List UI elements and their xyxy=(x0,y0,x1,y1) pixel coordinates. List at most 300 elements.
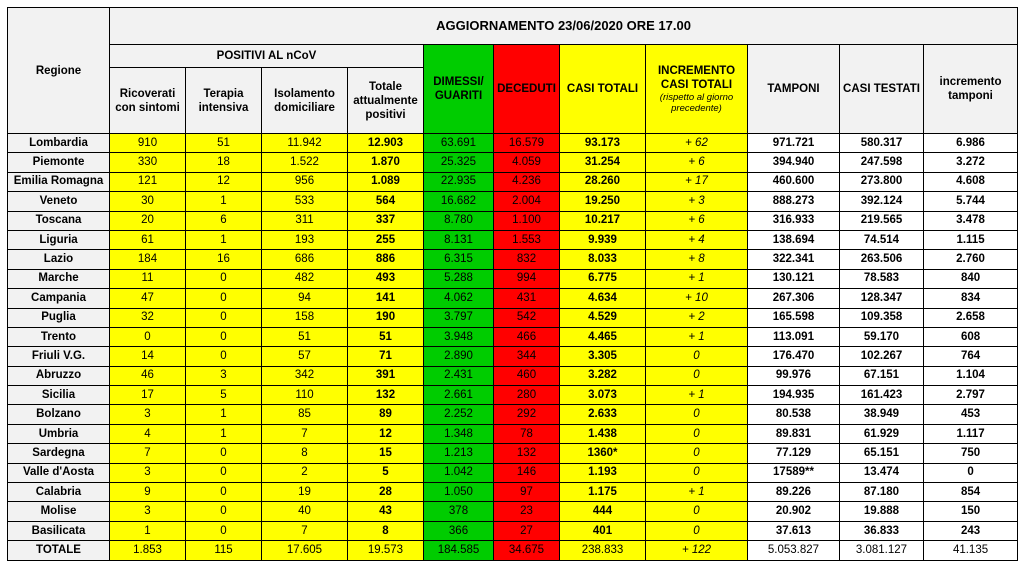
cell-casi-testati: 219.565 xyxy=(840,211,924,230)
cell-terapia: 6 xyxy=(186,211,262,230)
cell-terapia: 0 xyxy=(186,327,262,346)
cell-tamponi: 138.694 xyxy=(748,230,840,249)
cell-isolamento: 686 xyxy=(262,250,348,269)
table-body xyxy=(8,134,1018,561)
cell-deceduti: 34.675 xyxy=(494,541,560,560)
cell-tamponi: 322.341 xyxy=(748,250,840,269)
cell-dimessi: 1.348 xyxy=(424,424,494,443)
cell-ricoverati: 3 xyxy=(110,405,186,424)
table-row xyxy=(8,405,1018,424)
cell-regione: Campania xyxy=(8,289,110,308)
cell-incremento-tamponi: 150 xyxy=(924,502,1018,521)
cell-casi-testati: 580.317 xyxy=(840,134,924,153)
header-ricoverati: Ricoverati con sintomi xyxy=(110,68,186,134)
cell-casi-totali: 238.833 xyxy=(560,541,646,560)
cell-casi-totali: 93.173 xyxy=(560,134,646,153)
cell-deceduti: 832 xyxy=(494,250,560,269)
cell-ricoverati: 121 xyxy=(110,172,186,191)
cell-isolamento: 342 xyxy=(262,366,348,385)
cell-tamponi: 394.940 xyxy=(748,153,840,172)
cell-casi-totali: 31.254 xyxy=(560,153,646,172)
cell-deceduti: 431 xyxy=(494,289,560,308)
cell-isolamento: 8 xyxy=(262,444,348,463)
cell-tamponi: 37.613 xyxy=(748,521,840,540)
cell-casi-totali: 4.529 xyxy=(560,308,646,327)
cell-tamponi: 20.902 xyxy=(748,502,840,521)
table-row xyxy=(8,444,1018,463)
cell-dimessi: 2.252 xyxy=(424,405,494,424)
cell-dimessi: 3.797 xyxy=(424,308,494,327)
cell-incremento-tamponi: 764 xyxy=(924,347,1018,366)
cell-terapia: 1 xyxy=(186,192,262,211)
cell-tamponi: 130.121 xyxy=(748,269,840,288)
cell-isolamento: 7 xyxy=(262,521,348,540)
cell-tamponi: 176.470 xyxy=(748,347,840,366)
cell-regione: TOTALE xyxy=(8,541,110,560)
cell-dimessi: 184.585 xyxy=(424,541,494,560)
header-terapia: Terapia intensiva xyxy=(186,68,262,134)
cell-incremento-tamponi: 4.608 xyxy=(924,172,1018,191)
cell-casi-totali: 8.033 xyxy=(560,250,646,269)
cell-ricoverati: 3 xyxy=(110,463,186,482)
cell-dimessi: 2.890 xyxy=(424,347,494,366)
cell-casi-testati: 78.583 xyxy=(840,269,924,288)
cell-ricoverati: 1 xyxy=(110,521,186,540)
cell-dimessi: 25.325 xyxy=(424,153,494,172)
cell-casi-testati: 128.347 xyxy=(840,289,924,308)
cell-tamponi: 80.538 xyxy=(748,405,840,424)
cell-dimessi: 1.042 xyxy=(424,463,494,482)
cell-isolamento: 2 xyxy=(262,463,348,482)
cell-isolamento: 40 xyxy=(262,502,348,521)
cell-incremento: + 17 xyxy=(646,172,748,191)
cell-incremento-tamponi: 2.797 xyxy=(924,386,1018,405)
cell-terapia: 0 xyxy=(186,289,262,308)
cell-terapia: 0 xyxy=(186,347,262,366)
table-row xyxy=(8,269,1018,288)
cell-casi-testati: 263.506 xyxy=(840,250,924,269)
cell-incremento: 0 xyxy=(646,347,748,366)
cell-ricoverati: 14 xyxy=(110,347,186,366)
table-row xyxy=(8,424,1018,443)
cell-ricoverati: 184 xyxy=(110,250,186,269)
cell-tamponi: 17589** xyxy=(748,463,840,482)
cell-regione: Bolzano xyxy=(8,405,110,424)
cell-terapia: 0 xyxy=(186,483,262,502)
cell-incremento: 0 xyxy=(646,366,748,385)
cell-casi-totali: 2.633 xyxy=(560,405,646,424)
cell-regione: Trento xyxy=(8,327,110,346)
cell-incremento: + 1 xyxy=(646,483,748,502)
cell-isolamento: 311 xyxy=(262,211,348,230)
cell-incremento: + 4 xyxy=(646,230,748,249)
cell-totale-positivi: 1.089 xyxy=(348,172,424,191)
table-row xyxy=(8,250,1018,269)
cell-terapia: 0 xyxy=(186,444,262,463)
cell-totale-positivi: 337 xyxy=(348,211,424,230)
cell-regione: Basilicata xyxy=(8,521,110,540)
cell-regione: Abruzzo xyxy=(8,366,110,385)
cell-terapia: 0 xyxy=(186,269,262,288)
cell-incremento-tamponi: 1.117 xyxy=(924,424,1018,443)
cell-dimessi: 2.661 xyxy=(424,386,494,405)
table-row xyxy=(8,366,1018,385)
cell-ricoverati: 11 xyxy=(110,269,186,288)
cell-incremento: 0 xyxy=(646,405,748,424)
cell-casi-totali: 1.193 xyxy=(560,463,646,482)
cell-casi-totali: 19.250 xyxy=(560,192,646,211)
cell-tamponi: 971.721 xyxy=(748,134,840,153)
cell-incremento-tamponi: 2.760 xyxy=(924,250,1018,269)
total-row xyxy=(8,541,1018,560)
cell-regione: Emilia Romagna xyxy=(8,172,110,191)
cell-terapia: 3 xyxy=(186,366,262,385)
header-totale-positivi: Totale attualmente positivi xyxy=(348,68,424,134)
cell-deceduti: 146 xyxy=(494,463,560,482)
cell-dimessi: 3.948 xyxy=(424,327,494,346)
cell-isolamento: 193 xyxy=(262,230,348,249)
cell-tamponi: 267.306 xyxy=(748,289,840,308)
table-row xyxy=(8,347,1018,366)
cell-regione: Piemonte xyxy=(8,153,110,172)
cell-deceduti: 2.004 xyxy=(494,192,560,211)
cell-isolamento: 94 xyxy=(262,289,348,308)
cell-deceduti: 344 xyxy=(494,347,560,366)
cell-deceduti: 280 xyxy=(494,386,560,405)
table-row xyxy=(8,289,1018,308)
header-dimessi: DIMESSI/ GUARITI xyxy=(424,45,494,134)
cell-incremento: 0 xyxy=(646,444,748,463)
cell-deceduti: 466 xyxy=(494,327,560,346)
cell-casi-totali: 10.217 xyxy=(560,211,646,230)
cell-incremento: + 8 xyxy=(646,250,748,269)
cell-deceduti: 132 xyxy=(494,444,560,463)
cell-incremento-tamponi: 1.104 xyxy=(924,366,1018,385)
cell-incremento-tamponi: 41.135 xyxy=(924,541,1018,560)
cell-deceduti: 542 xyxy=(494,308,560,327)
cell-tamponi: 77.129 xyxy=(748,444,840,463)
cell-tamponi: 316.933 xyxy=(748,211,840,230)
cell-totale-positivi: 8 xyxy=(348,521,424,540)
cell-incremento-tamponi: 834 xyxy=(924,289,1018,308)
cell-deceduti: 994 xyxy=(494,269,560,288)
cell-casi-totali: 9.939 xyxy=(560,230,646,249)
cell-casi-testati: 61.929 xyxy=(840,424,924,443)
cell-regione: Veneto xyxy=(8,192,110,211)
cell-casi-testati: 109.358 xyxy=(840,308,924,327)
table-row xyxy=(8,463,1018,482)
cell-incremento-tamponi: 6.986 xyxy=(924,134,1018,153)
cell-incremento-tamponi: 243 xyxy=(924,521,1018,540)
cell-incremento-tamponi: 750 xyxy=(924,444,1018,463)
cell-totale-positivi: 12.903 xyxy=(348,134,424,153)
cell-casi-testati: 13.474 xyxy=(840,463,924,482)
cell-isolamento: 57 xyxy=(262,347,348,366)
cell-incremento: + 10 xyxy=(646,289,748,308)
cell-casi-totali: 6.775 xyxy=(560,269,646,288)
cell-deceduti: 1.553 xyxy=(494,230,560,249)
cell-incremento: + 1 xyxy=(646,386,748,405)
cell-isolamento: 956 xyxy=(262,172,348,191)
cell-terapia: 51 xyxy=(186,134,262,153)
cell-totale-positivi: 71 xyxy=(348,347,424,366)
cell-incremento-tamponi: 3.478 xyxy=(924,211,1018,230)
cell-incremento-tamponi: 608 xyxy=(924,327,1018,346)
cell-isolamento: 110 xyxy=(262,386,348,405)
cell-regione: Umbria xyxy=(8,424,110,443)
cell-casi-totali: 3.073 xyxy=(560,386,646,405)
cell-totale-positivi: 564 xyxy=(348,192,424,211)
cell-isolamento: 51 xyxy=(262,327,348,346)
cell-tamponi: 89.226 xyxy=(748,483,840,502)
cell-totale-positivi: 28 xyxy=(348,483,424,502)
cell-totale-positivi: 51 xyxy=(348,327,424,346)
cell-totale-positivi: 132 xyxy=(348,386,424,405)
table-row xyxy=(8,327,1018,346)
cell-isolamento: 19 xyxy=(262,483,348,502)
cell-ricoverati: 47 xyxy=(110,289,186,308)
cell-casi-testati: 273.800 xyxy=(840,172,924,191)
cell-tamponi: 89.831 xyxy=(748,424,840,443)
cell-dimessi: 2.431 xyxy=(424,366,494,385)
cell-deceduti: 460 xyxy=(494,366,560,385)
cell-deceduti: 4.236 xyxy=(494,172,560,191)
cell-totale-positivi: 15 xyxy=(348,444,424,463)
cell-tamponi: 888.273 xyxy=(748,192,840,211)
cell-casi-totali: 1.438 xyxy=(560,424,646,443)
cell-incremento-tamponi: 3.272 xyxy=(924,153,1018,172)
cell-regione: Liguria xyxy=(8,230,110,249)
cell-regione: Valle d'Aosta xyxy=(8,463,110,482)
cell-deceduti: 4.059 xyxy=(494,153,560,172)
cell-terapia: 1 xyxy=(186,405,262,424)
cell-casi-testati: 59.170 xyxy=(840,327,924,346)
cell-casi-testati: 392.124 xyxy=(840,192,924,211)
table-row xyxy=(8,172,1018,191)
header-incremento-tamponi: incremento tamponi xyxy=(924,45,1018,134)
cell-ricoverati: 4 xyxy=(110,424,186,443)
cell-regione: Molise xyxy=(8,502,110,521)
table-row xyxy=(8,308,1018,327)
cell-regione: Marche xyxy=(8,269,110,288)
cell-tamponi: 165.598 xyxy=(748,308,840,327)
cell-tamponi: 113.091 xyxy=(748,327,840,346)
header-incremento-note: (rispetto al giorno precedente) xyxy=(659,92,734,114)
cell-casi-testati: 67.151 xyxy=(840,366,924,385)
cell-regione: Sicilia xyxy=(8,386,110,405)
cell-regione: Puglia xyxy=(8,308,110,327)
table-row xyxy=(8,521,1018,540)
cell-terapia: 0 xyxy=(186,463,262,482)
cell-isolamento: 533 xyxy=(262,192,348,211)
cell-dimessi: 1.050 xyxy=(424,483,494,502)
cell-terapia: 1 xyxy=(186,230,262,249)
cell-incremento: 0 xyxy=(646,502,748,521)
cell-casi-totali: 4.634 xyxy=(560,289,646,308)
covid-report xyxy=(7,7,1018,561)
cell-deceduti: 97 xyxy=(494,483,560,502)
cell-regione: Lazio xyxy=(8,250,110,269)
cell-dimessi: 16.682 xyxy=(424,192,494,211)
cell-totale-positivi: 1.870 xyxy=(348,153,424,172)
cell-deceduti: 27 xyxy=(494,521,560,540)
cell-casi-totali: 28.260 xyxy=(560,172,646,191)
cell-dimessi: 8.131 xyxy=(424,230,494,249)
table-row xyxy=(8,211,1018,230)
cell-totale-positivi: 5 xyxy=(348,463,424,482)
cell-incremento: + 1 xyxy=(646,327,748,346)
cell-ricoverati: 1.853 xyxy=(110,541,186,560)
cell-terapia: 115 xyxy=(186,541,262,560)
cell-incremento-tamponi: 2.658 xyxy=(924,308,1018,327)
cell-casi-totali: 401 xyxy=(560,521,646,540)
cell-casi-totali: 3.305 xyxy=(560,347,646,366)
cell-totale-positivi: 19.573 xyxy=(348,541,424,560)
cell-ricoverati: 30 xyxy=(110,192,186,211)
header-casi-testati: CASI TESTATI xyxy=(840,45,924,134)
header-isolamento: Isolamento domiciliare xyxy=(262,68,348,134)
cell-ricoverati: 330 xyxy=(110,153,186,172)
cell-terapia: 16 xyxy=(186,250,262,269)
cell-totale-positivi: 89 xyxy=(348,405,424,424)
cell-dimessi: 366 xyxy=(424,521,494,540)
cell-incremento: + 6 xyxy=(646,153,748,172)
table-row xyxy=(8,483,1018,502)
cell-ricoverati: 0 xyxy=(110,327,186,346)
cell-incremento-tamponi: 5.744 xyxy=(924,192,1018,211)
cell-dimessi: 1.213 xyxy=(424,444,494,463)
cell-ricoverati: 3 xyxy=(110,502,186,521)
cell-isolamento: 158 xyxy=(262,308,348,327)
cell-incremento: 0 xyxy=(646,424,748,443)
cell-regione: Sardegna xyxy=(8,444,110,463)
cell-tamponi: 5.053.827 xyxy=(748,541,840,560)
table-row xyxy=(8,153,1018,172)
cell-totale-positivi: 141 xyxy=(348,289,424,308)
cell-ricoverati: 910 xyxy=(110,134,186,153)
table-row xyxy=(8,386,1018,405)
cell-isolamento: 11.942 xyxy=(262,134,348,153)
cell-totale-positivi: 190 xyxy=(348,308,424,327)
cell-incremento: 0 xyxy=(646,463,748,482)
cell-tamponi: 99.976 xyxy=(748,366,840,385)
cell-totale-positivi: 255 xyxy=(348,230,424,249)
cell-terapia: 12 xyxy=(186,172,262,191)
cell-incremento: + 122 xyxy=(646,541,748,560)
cell-casi-totali: 1.175 xyxy=(560,483,646,502)
cell-incremento: + 62 xyxy=(646,134,748,153)
cell-totale-positivi: 493 xyxy=(348,269,424,288)
cell-isolamento: 85 xyxy=(262,405,348,424)
cell-casi-totali: 3.282 xyxy=(560,366,646,385)
cell-regione: Lombardia xyxy=(8,134,110,153)
cell-casi-totali: 444 xyxy=(560,502,646,521)
cell-terapia: 1 xyxy=(186,424,262,443)
cell-casi-testati: 102.267 xyxy=(840,347,924,366)
header-deceduti: DECEDUTI xyxy=(494,45,560,134)
cell-totale-positivi: 886 xyxy=(348,250,424,269)
cell-ricoverati: 7 xyxy=(110,444,186,463)
cell-incremento-tamponi: 840 xyxy=(924,269,1018,288)
table-row xyxy=(8,502,1018,521)
cell-terapia: 5 xyxy=(186,386,262,405)
cell-casi-testati: 36.833 xyxy=(840,521,924,540)
cell-casi-testati: 19.888 xyxy=(840,502,924,521)
cell-incremento-tamponi: 854 xyxy=(924,483,1018,502)
cell-totale-positivi: 391 xyxy=(348,366,424,385)
cell-tamponi: 194.935 xyxy=(748,386,840,405)
cell-casi-testati: 3.081.127 xyxy=(840,541,924,560)
cell-dimessi: 5.288 xyxy=(424,269,494,288)
cell-dimessi: 63.691 xyxy=(424,134,494,153)
cell-incremento: 0 xyxy=(646,521,748,540)
cell-dimessi: 6.315 xyxy=(424,250,494,269)
cell-isolamento: 17.605 xyxy=(262,541,348,560)
table-row xyxy=(8,192,1018,211)
cell-casi-testati: 65.151 xyxy=(840,444,924,463)
cell-dimessi: 22.935 xyxy=(424,172,494,191)
cell-regione: Friuli V.G. xyxy=(8,347,110,366)
cell-casi-testati: 38.949 xyxy=(840,405,924,424)
cell-ricoverati: 61 xyxy=(110,230,186,249)
cell-casi-testati: 247.598 xyxy=(840,153,924,172)
cell-regione: Calabria xyxy=(8,483,110,502)
cell-casi-testati: 74.514 xyxy=(840,230,924,249)
cell-dimessi: 4.062 xyxy=(424,289,494,308)
cell-incremento-tamponi: 0 xyxy=(924,463,1018,482)
cell-ricoverati: 32 xyxy=(110,308,186,327)
cell-isolamento: 1.522 xyxy=(262,153,348,172)
cell-terapia: 18 xyxy=(186,153,262,172)
cell-deceduti: 23 xyxy=(494,502,560,521)
header-incremento-label: INCREMENTO CASI TOTALI xyxy=(657,65,736,91)
cell-deceduti: 1.100 xyxy=(494,211,560,230)
cell-ricoverati: 20 xyxy=(110,211,186,230)
cell-tamponi: 460.600 xyxy=(748,172,840,191)
table-row xyxy=(8,230,1018,249)
regional-data-table xyxy=(7,7,1018,561)
cell-casi-totali: 1360* xyxy=(560,444,646,463)
cell-casi-totali: 4.465 xyxy=(560,327,646,346)
cell-ricoverati: 46 xyxy=(110,366,186,385)
report-title: AGGIORNAMENTO 23/06/2020 ORE 17.00 xyxy=(110,8,1018,45)
header-incremento xyxy=(646,45,748,134)
cell-totale-positivi: 12 xyxy=(348,424,424,443)
cell-incremento-tamponi: 453 xyxy=(924,405,1018,424)
cell-casi-testati: 87.180 xyxy=(840,483,924,502)
cell-terapia: 0 xyxy=(186,502,262,521)
cell-incremento: + 6 xyxy=(646,211,748,230)
header-positivi-group: POSITIVI AL nCoV xyxy=(110,45,424,68)
cell-isolamento: 482 xyxy=(262,269,348,288)
cell-isolamento: 7 xyxy=(262,424,348,443)
table-row xyxy=(8,134,1018,153)
cell-incremento-tamponi: 1.115 xyxy=(924,230,1018,249)
cell-dimessi: 8.780 xyxy=(424,211,494,230)
cell-totale-positivi: 43 xyxy=(348,502,424,521)
cell-deceduti: 292 xyxy=(494,405,560,424)
cell-regione: Toscana xyxy=(8,211,110,230)
header-tamponi: TAMPONI xyxy=(748,45,840,134)
cell-deceduti: 78 xyxy=(494,424,560,443)
cell-ricoverati: 9 xyxy=(110,483,186,502)
cell-deceduti: 16.579 xyxy=(494,134,560,153)
cell-ricoverati: 17 xyxy=(110,386,186,405)
cell-incremento: + 1 xyxy=(646,269,748,288)
cell-incremento: + 3 xyxy=(646,192,748,211)
cell-terapia: 0 xyxy=(186,308,262,327)
header-regione: Regione xyxy=(8,8,110,134)
